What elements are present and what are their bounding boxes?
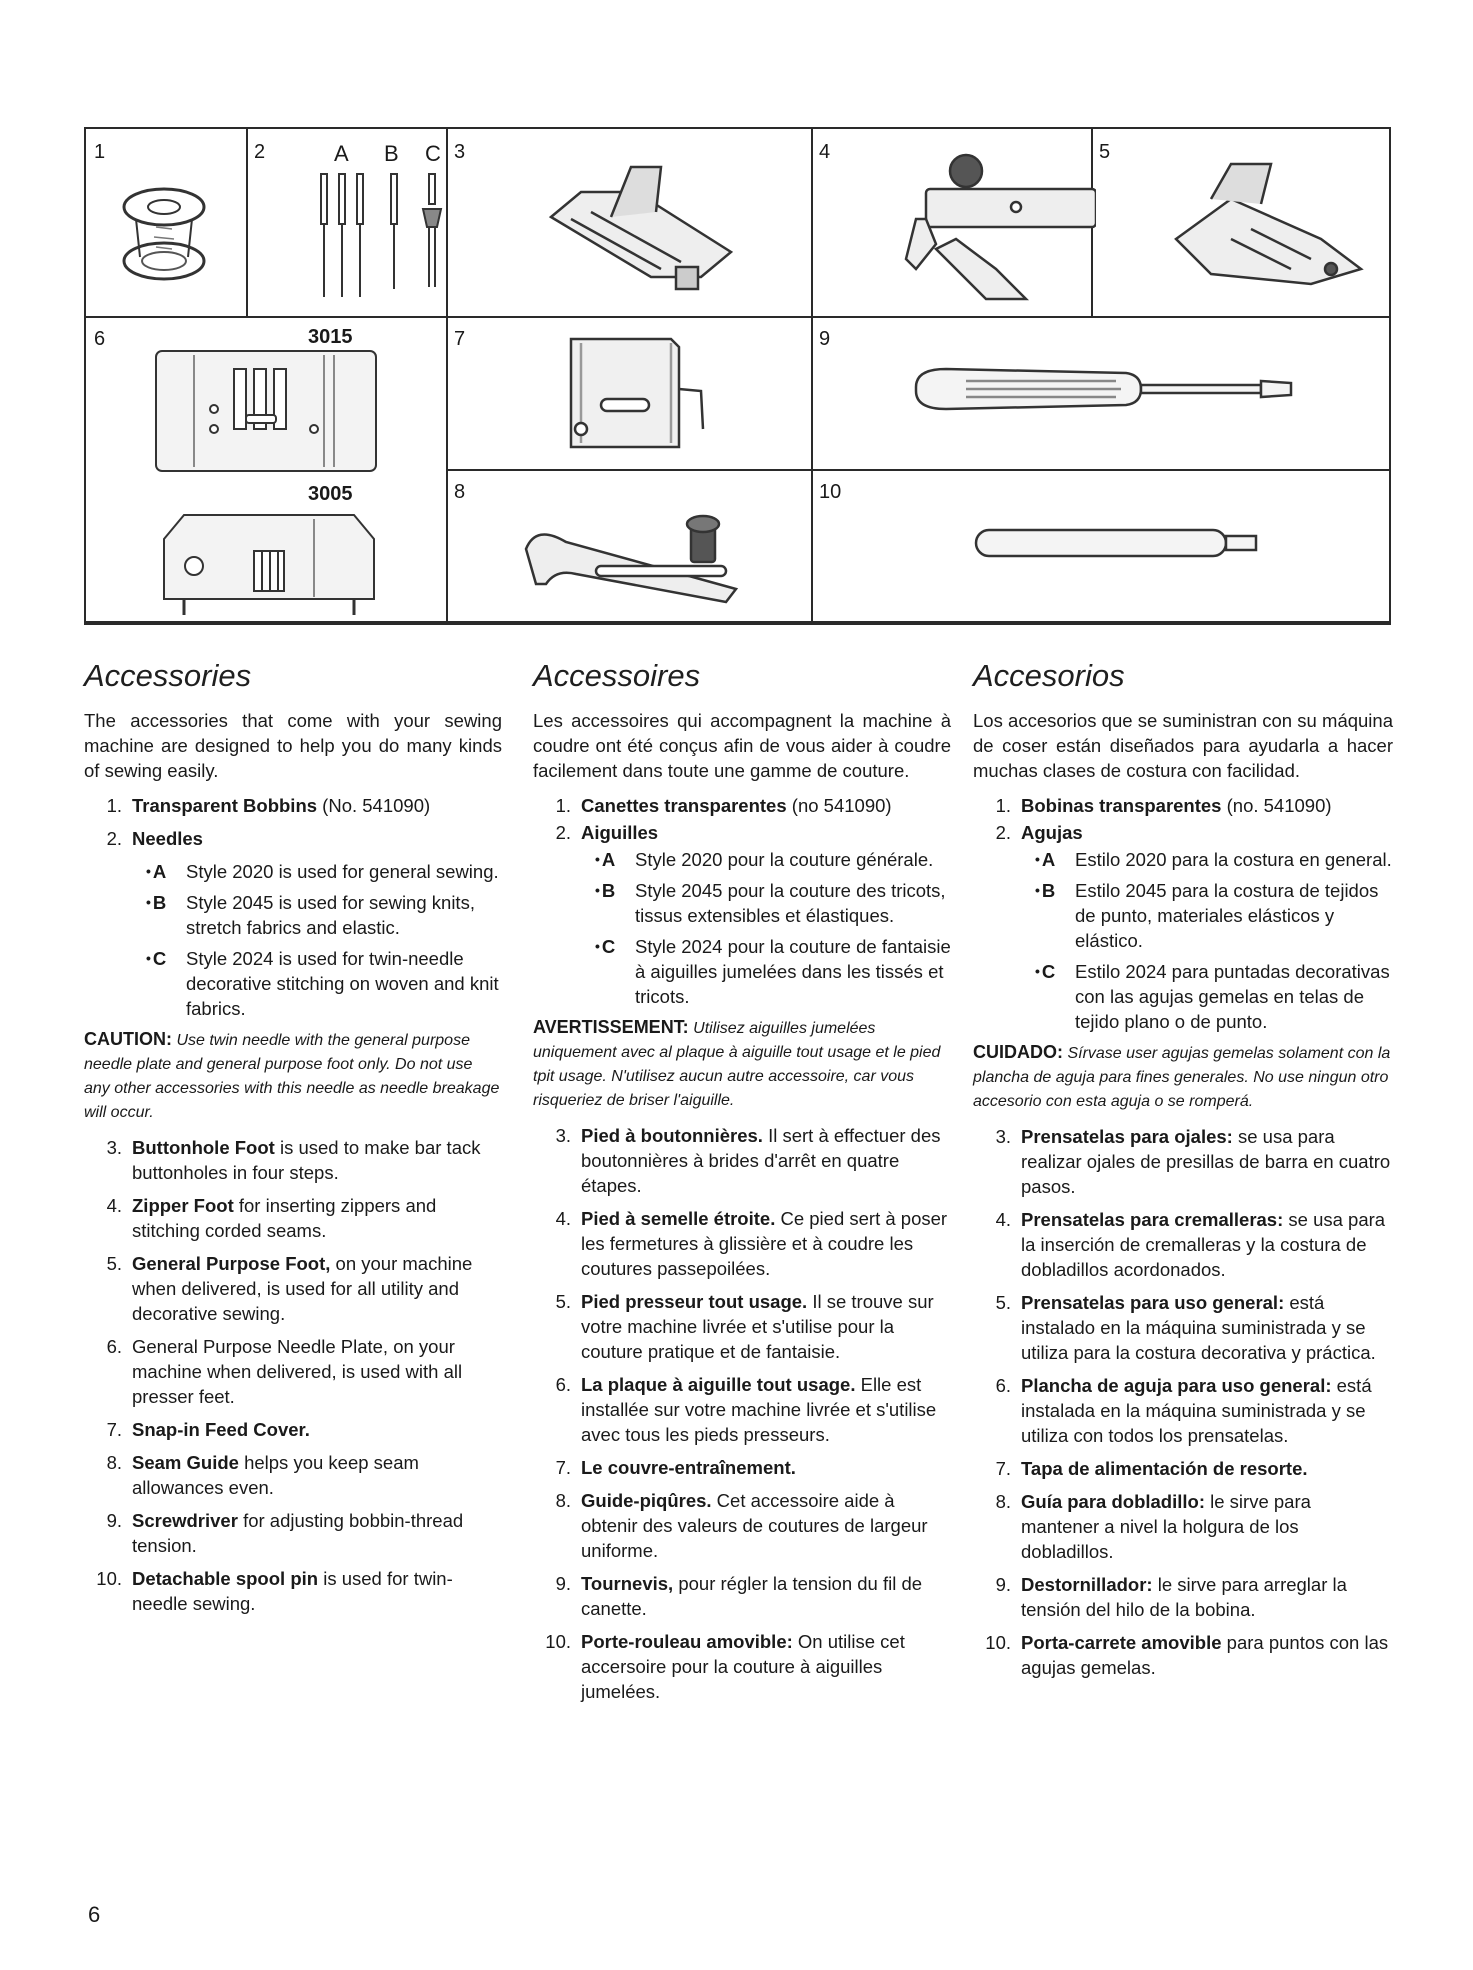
- figure-number-4: 4: [819, 141, 831, 163]
- sub-item: • C Style 2024 is used for twin-needle decorative stitching on woven and knit fabrics.: [84, 946, 502, 1021]
- grid-line: [811, 129, 813, 621]
- grid-line: [86, 316, 1389, 318]
- zipper-foot-illustration: [896, 149, 1096, 309]
- list-item: 10. Porte-rouleau amovible: On utilise cet accersoire pour la couture à aiguilles jumelées.: [545, 1631, 905, 1702]
- sub-item: • A Style 2020 pour la couture générale.: [533, 847, 951, 872]
- french-title: Accessoires: [533, 658, 701, 693]
- list-item: 8. Guía para dobladillo: le sirve para mantener a nivel la holgura de los dobladillos.: [995, 1491, 1311, 1562]
- caution-note: CUIDADO: Sírvase user agujas gemelas solament con la plancha de aguja para fines generales. No use ningun otro accesorio con esta aguja o se romperá.: [973, 1042, 1391, 1110]
- list-item: 2. Needles: [106, 828, 203, 849]
- list-item: 5. Prensatelas para uso general: está instalado en la máquina suministrada y se utiliza para la costura decorativa y práctica.: [995, 1292, 1376, 1363]
- list-item: 1. Bobinas transparentes (no. 541090): [995, 795, 1332, 816]
- grid-line: [446, 469, 1389, 471]
- list-item: 8. Seam Guide helps you keep seam allowances even.: [106, 1452, 419, 1498]
- needle-letter-b: B: [384, 141, 399, 166]
- grid-line: [246, 129, 248, 316]
- seam-guide-illustration: [516, 494, 786, 614]
- list-item: 5. General Purpose Foot, on your machine when delivered, is used for all utility and decorative sewing.: [106, 1253, 473, 1324]
- caution-note: AVERTISSEMENT: Utilisez aiguilles jumelées uniquement avec al plaque à aiguille tout usage et le pied tpit usage. N'utilisez aucun autre accessoire, car vous risqueriez de briser l'aiguille.: [533, 1017, 941, 1109]
- english-intro: The accessories that come with your sewing machine are designed to help you do many kinds of sewing easily.: [84, 710, 502, 781]
- grid-line: [446, 129, 448, 621]
- caution-note: CAUTION: Use twin needle with the general purpose needle plate and general purpose foot only. Do not use any other accessories with this needle as needle breakage will occur.: [84, 1029, 500, 1121]
- figure-number-1: 1: [94, 141, 106, 163]
- figure-number-6: 6: [94, 328, 106, 350]
- list-item: 4. Pied à semelle étroite. Ce pied sert à poser les fermetures à glissière et à coudre les coutures passepoilées.: [555, 1208, 948, 1279]
- list-item: 7. Tapa de alimentación de resorte.: [995, 1458, 1308, 1479]
- needles-illustration: [311, 169, 446, 309]
- spanish-title: Accesorios: [973, 658, 1125, 693]
- plate-label-3005: 3005: [308, 483, 353, 505]
- buttonhole-foot-illustration: [541, 157, 756, 307]
- list-item: 1. Transparent Bobbins (No. 541090): [106, 795, 431, 816]
- figure-number-7: 7: [454, 328, 466, 350]
- french-intro: Les accessoires qui accompagnent la machine à coudre ont été conçus afin de vous aider à coudre facilement dans toute une gamme de couture.: [533, 710, 951, 781]
- list-item: 5. Pied presseur tout usage. Il se trouve sur votre machine livrée et s'utilise pour la couture pratique et de fantaisie.: [555, 1291, 934, 1362]
- figure-number-10: 10: [819, 481, 842, 503]
- sub-item: • A Style 2020 is used for general sewing.: [84, 859, 502, 884]
- list-item: 7. Le couvre-entraînement.: [555, 1457, 796, 1478]
- figure-number-3: 3: [454, 141, 466, 163]
- english-title: Accessories: [84, 658, 252, 693]
- screwdriver-illustration: [906, 359, 1306, 434]
- needle-letter-a: A: [334, 141, 349, 166]
- sub-item: • C Style 2024 pour la couture de fantaisie à aiguilles jumelées dans les tissés et tricots.: [533, 934, 951, 1009]
- figure-number-9: 9: [819, 328, 831, 350]
- spanish-column: [973, 658, 1393, 1682]
- needle-plate-3015-illustration: [154, 349, 379, 474]
- list-item: 9. Destornillador: le sirve para arreglar la tensión del hilo de la bobina.: [995, 1574, 1347, 1620]
- list-item: 4. Zipper Foot for inserting zippers and stitching corded seams.: [106, 1195, 437, 1241]
- list-item: 2. Agujas: [995, 822, 1083, 843]
- plate-label-3015: 3015: [308, 326, 353, 348]
- figure-number-2: 2: [254, 141, 266, 163]
- sub-item: • B Style 2045 is used for sewing knits, stretch fabrics and elastic.: [84, 890, 502, 940]
- bobbin-illustration: [116, 179, 211, 289]
- page-number: 6: [88, 1902, 101, 1927]
- list-item: 1. Canettes transparentes (no 541090): [555, 795, 892, 816]
- list-item: 9. Screwdriver for adjusting bobbin-thread tension.: [106, 1510, 464, 1556]
- sub-item: • A Estilo 2020 para la costura en general.: [973, 847, 1393, 872]
- sub-item: • C Estilo 2024 para puntadas decorativas con las agujas gemelas en telas de tejido plano o de punto.: [973, 959, 1393, 1034]
- list-item: 2. Aiguilles: [555, 822, 659, 843]
- list-item: 6. La plaque à aiguille tout usage. Elle est installée sur votre machine livrée et s'utilise avec tous les pieds presseurs.: [555, 1374, 937, 1445]
- list-item: 8. Guide-piqûres. Cet accessoire aide à obtenir des valeurs de coutures de largeur uniforme.: [555, 1490, 928, 1561]
- list-item: 7. Snap-in Feed Cover.: [106, 1419, 310, 1440]
- list-item: 3. Prensatelas para ojales: se usa para realizar ojales de presillas de barra en cuatro pasos.: [995, 1126, 1391, 1197]
- list-item: 9. Tournevis, pour régler la tension du fil de canette.: [555, 1573, 923, 1619]
- sub-item: • B Style 2045 pour la couture des tricots, tissus extensibles et élastiques.: [533, 878, 951, 928]
- accessories-figure: [84, 127, 1391, 625]
- english-column: [84, 658, 502, 1618]
- french-column: [533, 658, 951, 1706]
- list-item: 4. Prensatelas para cremalleras: se usa para la inserción de cremalleras y la costura de dobladillos acordonados.: [995, 1209, 1386, 1280]
- figure-number-8: 8: [454, 481, 466, 503]
- list-item: 10. Porta-carrete amovible para puntos con las agujas gemelas.: [985, 1632, 1389, 1678]
- general-purpose-foot-illustration: [1171, 159, 1371, 299]
- list-item: 6. General Purpose Needle Plate, on your machine when delivered, is used with all presser feet.: [106, 1336, 463, 1407]
- needle-letter-c: C: [425, 141, 441, 166]
- spool-pin-illustration: [966, 514, 1266, 574]
- figure-number-5: 5: [1099, 141, 1111, 163]
- list-item: 3. Buttonhole Foot is used to make bar tack buttonholes in four steps.: [106, 1137, 481, 1183]
- feed-cover-illustration: [561, 329, 711, 459]
- sub-item: • B Estilo 2045 para la costura de tejidos de punto, materiales elásticos y elástico.: [973, 878, 1393, 953]
- list-item: 3. Pied à boutonnières. Il sert à effectuer des boutonnières à brides d'arrêt en quatre étapes.: [555, 1125, 941, 1196]
- list-item: 10. Detachable spool pin is used for twin-needle sewing.: [96, 1568, 453, 1614]
- needle-plate-3005-illustration: [154, 511, 379, 619]
- spanish-intro: Los accesorios que se suministran con su máquina de coser están diseñados para ayudarla a hacer muchas clases de costura con facilidad.: [973, 710, 1393, 781]
- list-item: 6. Plancha de aguja para uso general: está instalada en la máquina suministrada y se utiliza con todos los prensatelas.: [995, 1375, 1372, 1446]
